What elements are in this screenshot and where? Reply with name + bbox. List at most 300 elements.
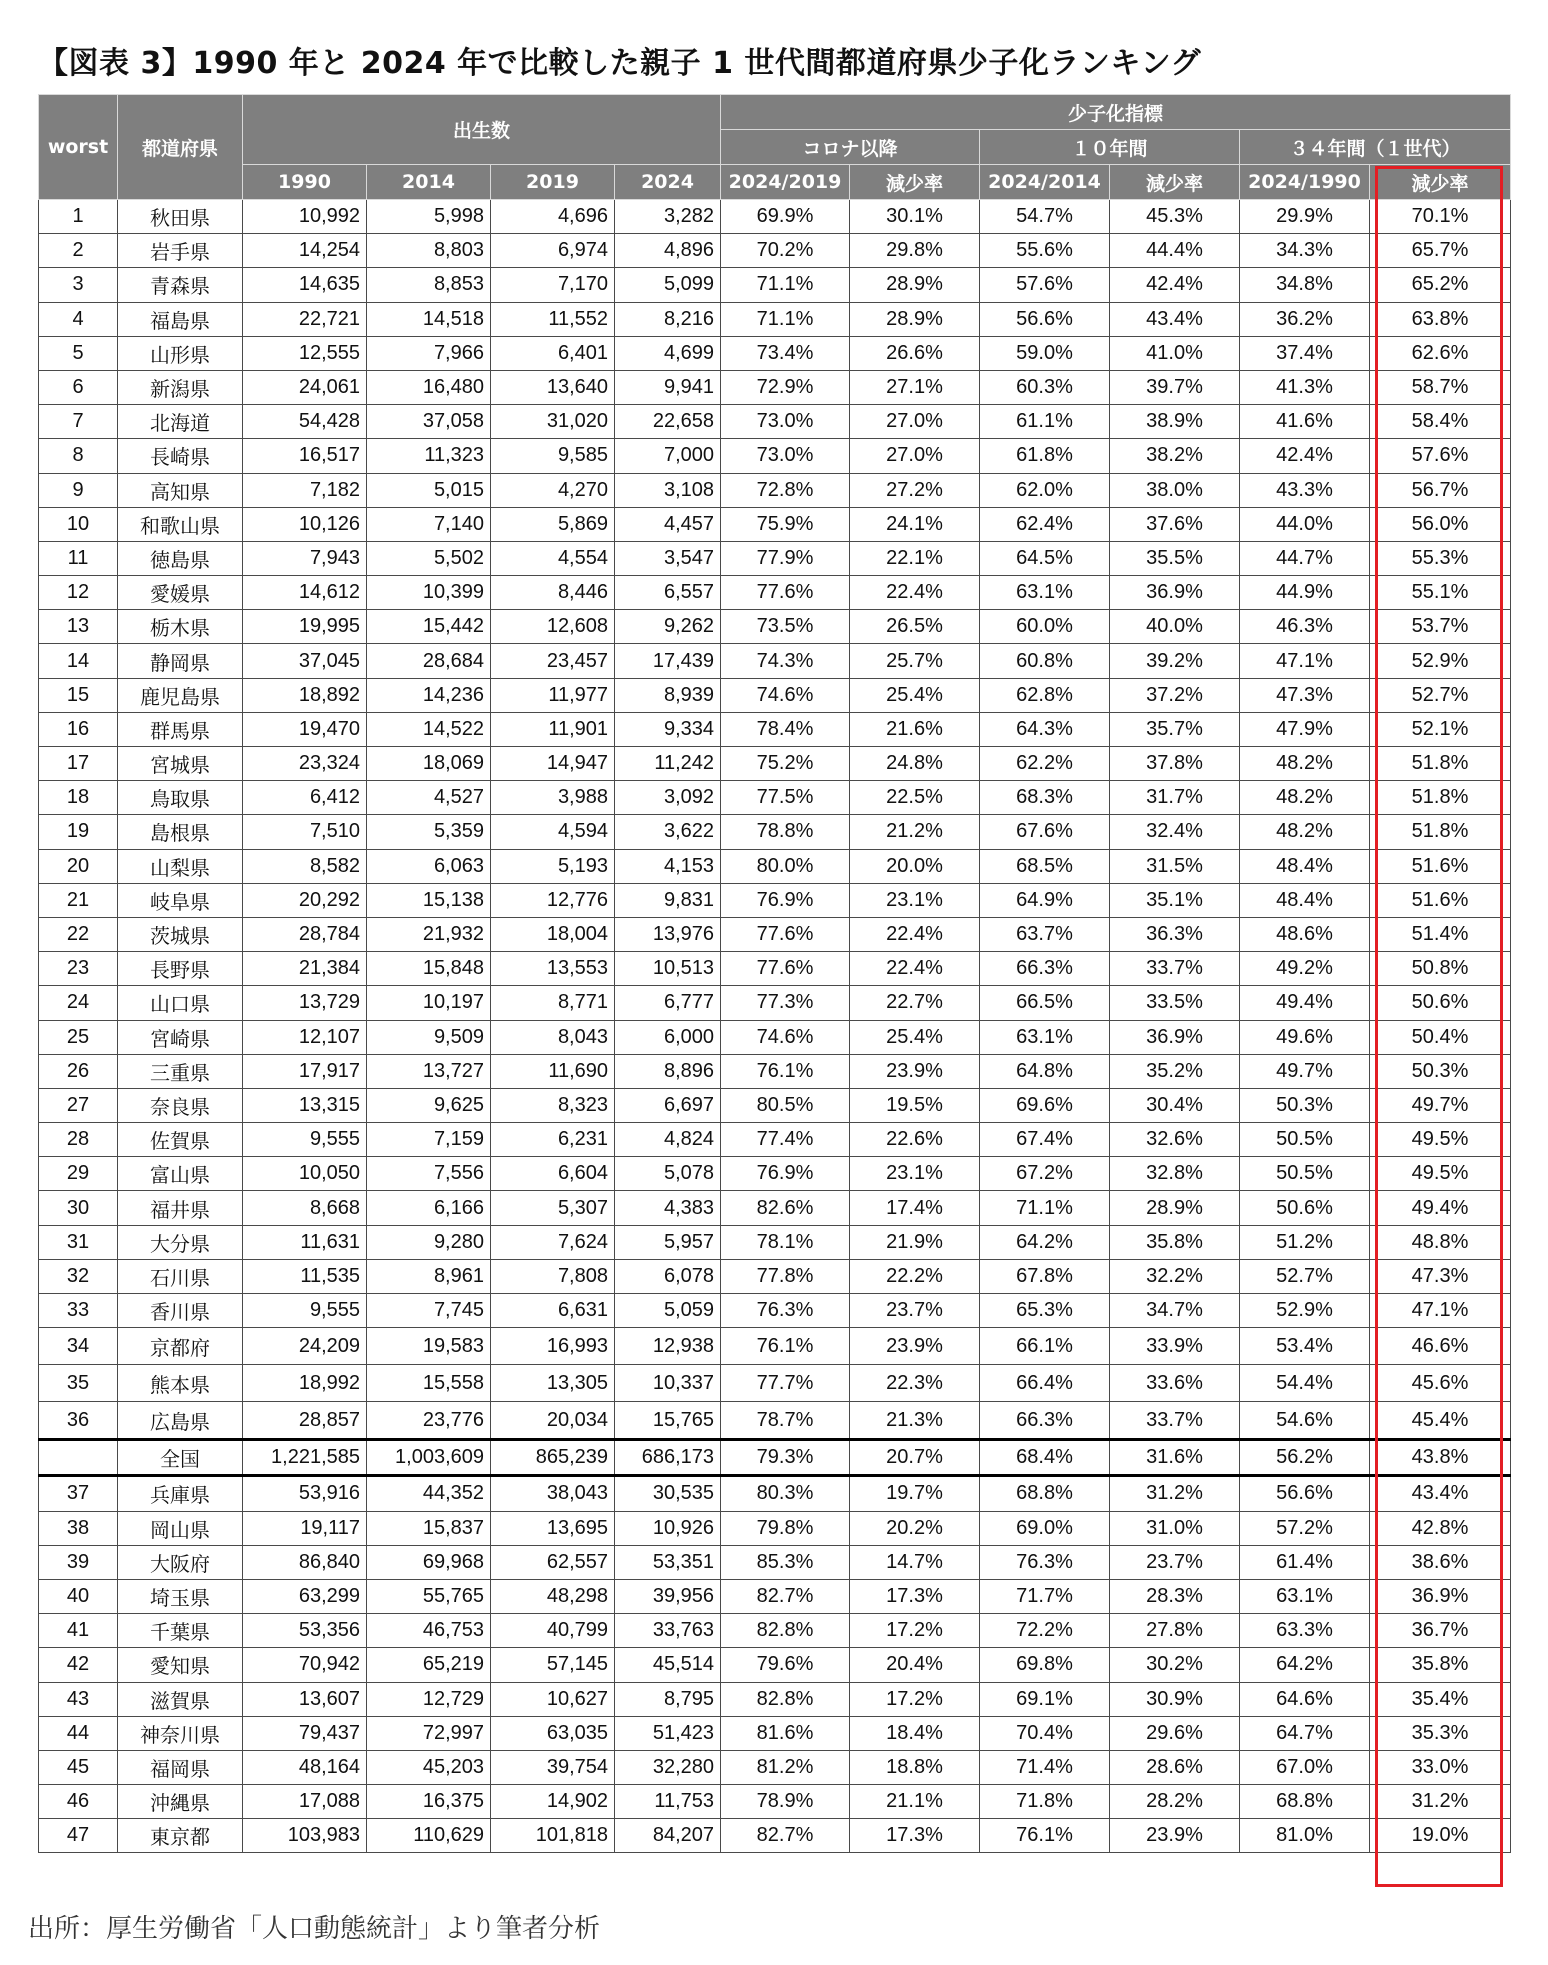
prefecture-cell: 東京都 — [118, 1819, 243, 1853]
value-cell: 28,684 — [367, 644, 491, 678]
table-row — [39, 268, 1511, 302]
prefecture-cell: 福岡県 — [118, 1750, 243, 1784]
rank-cell: 19 — [39, 815, 118, 849]
value-cell: 16,517 — [243, 439, 367, 473]
value-cell: 10,337 — [615, 1365, 721, 1402]
value-cell: 45.3% — [1110, 200, 1240, 234]
value-cell: 22.5% — [850, 781, 980, 815]
value-cell: 13,727 — [367, 1054, 491, 1088]
value-cell: 15,138 — [367, 883, 491, 917]
value-cell: 70,942 — [243, 1648, 367, 1682]
value-cell: 13,305 — [491, 1365, 615, 1402]
value-cell: 63,299 — [243, 1579, 367, 1613]
value-cell: 62.0% — [980, 473, 1110, 507]
value-cell: 23,457 — [491, 644, 615, 678]
value-cell: 35.8% — [1110, 1225, 1240, 1259]
value-cell: 19.5% — [850, 1088, 980, 1122]
rank-cell: 12 — [39, 576, 118, 610]
value-cell: 62.6% — [1370, 336, 1511, 370]
value-cell: 50.4% — [1370, 1020, 1511, 1054]
value-cell: 22.6% — [850, 1123, 980, 1157]
value-cell: 110,629 — [367, 1819, 491, 1853]
prefecture-cell: 静岡県 — [118, 644, 243, 678]
value-cell: 31,020 — [491, 405, 615, 439]
value-cell: 68.5% — [980, 849, 1110, 883]
value-cell: 71.8% — [980, 1785, 1110, 1819]
rank-cell: 17 — [39, 747, 118, 781]
value-cell: 37.4% — [1240, 336, 1370, 370]
value-cell: 52.7% — [1240, 1259, 1370, 1293]
value-cell: 73.0% — [721, 439, 850, 473]
value-cell: 37,045 — [243, 644, 367, 678]
table-row — [39, 439, 1511, 473]
value-cell: 76.3% — [721, 1294, 850, 1328]
rank-cell: 9 — [39, 473, 118, 507]
prefecture-cell: 奈良県 — [118, 1088, 243, 1122]
column-header: 2014 — [367, 165, 491, 200]
value-cell: 77.7% — [721, 1365, 850, 1402]
value-cell: 54.6% — [1240, 1402, 1370, 1440]
value-cell: 44,352 — [367, 1476, 491, 1511]
value-cell: 4,699 — [615, 336, 721, 370]
value-cell: 53.7% — [1370, 610, 1511, 644]
header-indicator: 少子化指標 — [721, 95, 1511, 130]
value-cell: 13,640 — [491, 370, 615, 404]
column-header: 2024/2014 — [980, 165, 1110, 200]
value-cell: 8,939 — [615, 678, 721, 712]
value-cell: 36.9% — [1110, 576, 1240, 610]
value-cell: 16,993 — [491, 1328, 615, 1365]
prefecture-cell: 滋賀県 — [118, 1682, 243, 1716]
prefecture-cell: 福井県 — [118, 1191, 243, 1225]
prefecture-cell: 栃木県 — [118, 610, 243, 644]
value-cell: 4,594 — [491, 815, 615, 849]
value-cell: 6,777 — [615, 986, 721, 1020]
value-cell: 23,776 — [367, 1402, 491, 1440]
value-cell: 11,631 — [243, 1225, 367, 1259]
prefecture-cell: 大阪府 — [118, 1545, 243, 1579]
value-cell: 14,612 — [243, 576, 367, 610]
table-row — [39, 1088, 1511, 1122]
value-cell: 15,837 — [367, 1511, 491, 1545]
value-cell: 32.6% — [1110, 1123, 1240, 1157]
table-row — [39, 1682, 1511, 1716]
table-row — [39, 644, 1511, 678]
value-cell: 9,585 — [491, 439, 615, 473]
value-cell: 69.9% — [721, 200, 850, 234]
value-cell: 37,058 — [367, 405, 491, 439]
value-cell: 21.9% — [850, 1225, 980, 1259]
column-header: 2024 — [615, 165, 721, 200]
rank-cell: 23 — [39, 952, 118, 986]
value-cell: 30.4% — [1110, 1088, 1240, 1122]
value-cell: 76.1% — [721, 1328, 850, 1365]
value-cell: 11,690 — [491, 1054, 615, 1088]
value-cell: 67.0% — [1240, 1750, 1370, 1784]
value-cell: 75.9% — [721, 507, 850, 541]
value-cell: 52.1% — [1370, 712, 1511, 746]
value-cell: 34.8% — [1240, 268, 1370, 302]
value-cell: 1,221,585 — [243, 1440, 367, 1476]
rank-cell: 2 — [39, 234, 118, 268]
value-cell: 34.3% — [1240, 234, 1370, 268]
value-cell: 81.2% — [721, 1750, 850, 1784]
value-cell: 22.4% — [850, 917, 980, 951]
value-cell: 7,808 — [491, 1259, 615, 1293]
value-cell: 5,869 — [491, 507, 615, 541]
value-cell: 41.3% — [1240, 370, 1370, 404]
header-ten-years: １０年間 — [980, 130, 1240, 165]
value-cell: 8,582 — [243, 849, 367, 883]
value-cell: 67.8% — [980, 1259, 1110, 1293]
value-cell: 42.4% — [1110, 268, 1240, 302]
value-cell: 66.1% — [980, 1328, 1110, 1365]
value-cell: 67.4% — [980, 1123, 1110, 1157]
prefecture-cell: 青森県 — [118, 268, 243, 302]
value-cell: 71.7% — [980, 1579, 1110, 1613]
value-cell: 77.3% — [721, 986, 850, 1020]
value-cell: 39.2% — [1110, 644, 1240, 678]
value-cell: 68.8% — [1240, 1785, 1370, 1819]
value-cell: 79.8% — [721, 1511, 850, 1545]
value-cell: 63.1% — [980, 576, 1110, 610]
value-cell: 50.6% — [1240, 1191, 1370, 1225]
value-cell: 64.6% — [1240, 1682, 1370, 1716]
value-cell: 84,207 — [615, 1819, 721, 1853]
value-cell: 19,995 — [243, 610, 367, 644]
prefecture-cell: 全国 — [118, 1440, 243, 1476]
prefecture-cell: 石川県 — [118, 1259, 243, 1293]
value-cell: 44.9% — [1240, 576, 1370, 610]
value-cell: 7,624 — [491, 1225, 615, 1259]
prefecture-cell: 沖縄県 — [118, 1785, 243, 1819]
value-cell: 31.6% — [1110, 1440, 1240, 1476]
value-cell: 8,853 — [367, 268, 491, 302]
value-cell: 27.0% — [850, 405, 980, 439]
value-cell: 5,957 — [615, 1225, 721, 1259]
value-cell: 13,315 — [243, 1088, 367, 1122]
value-cell: 4,270 — [491, 473, 615, 507]
value-cell: 7,943 — [243, 541, 367, 575]
value-cell: 3,547 — [615, 541, 721, 575]
table-row — [39, 1648, 1511, 1682]
value-cell: 62.2% — [980, 747, 1110, 781]
value-cell: 78.7% — [721, 1402, 850, 1440]
value-cell: 8,216 — [615, 302, 721, 336]
value-cell: 74.3% — [721, 644, 850, 678]
value-cell: 20.0% — [850, 849, 980, 883]
value-cell: 28.3% — [1110, 1579, 1240, 1613]
value-cell: 22,658 — [615, 405, 721, 439]
value-cell: 66.4% — [980, 1365, 1110, 1402]
value-cell: 28.9% — [850, 268, 980, 302]
ranking-table — [38, 94, 1511, 1853]
value-cell: 56.2% — [1240, 1440, 1370, 1476]
value-cell: 16,480 — [367, 370, 491, 404]
value-cell: 51.6% — [1370, 849, 1511, 883]
value-cell: 64.9% — [980, 883, 1110, 917]
value-cell: 10,926 — [615, 1511, 721, 1545]
value-cell: 6,401 — [491, 336, 615, 370]
value-cell: 75.2% — [721, 747, 850, 781]
value-cell: 28,784 — [243, 917, 367, 951]
value-cell: 11,977 — [491, 678, 615, 712]
value-cell: 12,107 — [243, 1020, 367, 1054]
value-cell: 64.2% — [980, 1225, 1110, 1259]
rank-cell: 38 — [39, 1511, 118, 1545]
value-cell: 65.7% — [1370, 234, 1511, 268]
table-row — [39, 1819, 1511, 1853]
rank-cell: 42 — [39, 1648, 118, 1682]
value-cell: 6,631 — [491, 1294, 615, 1328]
value-cell: 29.6% — [1110, 1716, 1240, 1750]
value-cell: 82.8% — [721, 1614, 850, 1648]
rank-cell: 45 — [39, 1750, 118, 1784]
value-cell: 8,961 — [367, 1259, 491, 1293]
value-cell: 72.2% — [980, 1614, 1110, 1648]
value-cell: 11,552 — [491, 302, 615, 336]
value-cell: 42.8% — [1370, 1511, 1511, 1545]
table-row — [39, 849, 1511, 883]
value-cell: 6,974 — [491, 234, 615, 268]
rank-cell: 3 — [39, 268, 118, 302]
value-cell: 33.9% — [1110, 1328, 1240, 1365]
value-cell: 31.0% — [1110, 1511, 1240, 1545]
value-cell: 43.8% — [1370, 1440, 1511, 1476]
table-row — [39, 200, 1511, 234]
value-cell: 73.5% — [721, 610, 850, 644]
value-cell: 78.8% — [721, 815, 850, 849]
table-row — [39, 302, 1511, 336]
value-cell: 36.7% — [1370, 1614, 1511, 1648]
value-cell: 67.2% — [980, 1157, 1110, 1191]
prefecture-cell: 香川県 — [118, 1294, 243, 1328]
table-row — [39, 1259, 1511, 1293]
value-cell: 79,437 — [243, 1716, 367, 1750]
value-cell: 22.1% — [850, 541, 980, 575]
value-cell: 14,254 — [243, 234, 367, 268]
value-cell: 39,754 — [491, 1750, 615, 1784]
prefecture-cell: 広島県 — [118, 1402, 243, 1440]
table-row — [39, 1716, 1511, 1750]
value-cell: 23,324 — [243, 747, 367, 781]
value-cell: 32.4% — [1110, 815, 1240, 849]
value-cell: 30.9% — [1110, 1682, 1240, 1716]
value-cell: 37.2% — [1110, 678, 1240, 712]
value-cell: 25.7% — [850, 644, 980, 678]
rank-cell: 40 — [39, 1579, 118, 1613]
value-cell: 61.8% — [980, 439, 1110, 473]
value-cell: 72.8% — [721, 473, 850, 507]
value-cell: 21.1% — [850, 1785, 980, 1819]
value-cell: 38.0% — [1110, 473, 1240, 507]
value-cell: 37.6% — [1110, 507, 1240, 541]
column-header: 2024/1990 — [1240, 165, 1370, 200]
rank-cell: 35 — [39, 1365, 118, 1402]
value-cell: 17,917 — [243, 1054, 367, 1088]
value-cell: 69.1% — [980, 1682, 1110, 1716]
value-cell: 17,088 — [243, 1785, 367, 1819]
value-cell: 12,938 — [615, 1328, 721, 1365]
column-header: 減少率 — [1370, 165, 1511, 200]
table-row — [39, 678, 1511, 712]
value-cell: 60.0% — [980, 610, 1110, 644]
value-cell: 5,193 — [491, 849, 615, 883]
value-cell: 14,635 — [243, 268, 367, 302]
value-cell: 3,622 — [615, 815, 721, 849]
value-cell: 12,776 — [491, 883, 615, 917]
value-cell: 68.4% — [980, 1440, 1110, 1476]
value-cell: 20,034 — [491, 1402, 615, 1440]
value-cell: 56.0% — [1370, 507, 1511, 541]
value-cell: 48,298 — [491, 1579, 615, 1613]
value-cell: 76.3% — [980, 1545, 1110, 1579]
value-cell: 14,902 — [491, 1785, 615, 1819]
value-cell: 6,231 — [491, 1123, 615, 1157]
table-row — [39, 986, 1511, 1020]
value-cell: 9,555 — [243, 1123, 367, 1157]
table-row — [39, 1476, 1511, 1511]
value-cell: 48.4% — [1240, 849, 1370, 883]
value-cell: 51.8% — [1370, 747, 1511, 781]
value-cell: 8,323 — [491, 1088, 615, 1122]
rank-cell: 21 — [39, 883, 118, 917]
value-cell: 20.2% — [850, 1511, 980, 1545]
value-cell: 7,000 — [615, 439, 721, 473]
value-cell: 28.2% — [1110, 1785, 1240, 1819]
value-cell: 64.5% — [980, 541, 1110, 575]
rank-cell: 29 — [39, 1157, 118, 1191]
value-cell: 4,824 — [615, 1123, 721, 1157]
value-cell: 9,509 — [367, 1020, 491, 1054]
value-cell: 18,004 — [491, 917, 615, 951]
value-cell: 36.3% — [1110, 917, 1240, 951]
value-cell: 47.1% — [1370, 1294, 1511, 1328]
prefecture-cell: 長野県 — [118, 952, 243, 986]
value-cell: 9,625 — [367, 1088, 491, 1122]
value-cell: 38.2% — [1110, 439, 1240, 473]
value-cell: 46.3% — [1240, 610, 1370, 644]
value-cell: 10,126 — [243, 507, 367, 541]
value-cell: 49.4% — [1240, 986, 1370, 1020]
value-cell: 80.5% — [721, 1088, 850, 1122]
prefecture-cell: 山梨県 — [118, 849, 243, 883]
value-cell: 45,203 — [367, 1750, 491, 1784]
table-row — [39, 1020, 1511, 1054]
value-cell: 73.4% — [721, 336, 850, 370]
value-cell: 21.2% — [850, 815, 980, 849]
value-cell: 11,242 — [615, 747, 721, 781]
value-cell: 31.2% — [1110, 1476, 1240, 1511]
value-cell: 38,043 — [491, 1476, 615, 1511]
rank-cell: 7 — [39, 405, 118, 439]
value-cell: 21,384 — [243, 952, 367, 986]
prefecture-cell: 福島県 — [118, 302, 243, 336]
value-cell: 69.6% — [980, 1088, 1110, 1122]
prefecture-cell: 兵庫県 — [118, 1476, 243, 1511]
table-row — [39, 952, 1511, 986]
value-cell: 44.0% — [1240, 507, 1370, 541]
value-cell: 49.7% — [1240, 1054, 1370, 1088]
table-row — [39, 1225, 1511, 1259]
value-cell: 18,892 — [243, 678, 367, 712]
table-row — [39, 234, 1511, 268]
value-cell: 865,239 — [491, 1440, 615, 1476]
rank-cell: 26 — [39, 1054, 118, 1088]
table-row — [39, 1545, 1511, 1579]
rank-cell: 18 — [39, 781, 118, 815]
table-row — [39, 883, 1511, 917]
table-row — [39, 1785, 1511, 1819]
value-cell: 6,604 — [491, 1157, 615, 1191]
column-header: 1990 — [243, 165, 367, 200]
value-cell: 53,351 — [615, 1545, 721, 1579]
value-cell: 48.4% — [1240, 883, 1370, 917]
value-cell: 5,059 — [615, 1294, 721, 1328]
value-cell: 53,356 — [243, 1614, 367, 1648]
value-cell: 23.1% — [850, 883, 980, 917]
value-cell: 27.8% — [1110, 1614, 1240, 1648]
header-corona: コロナ以降 — [721, 130, 980, 165]
prefecture-cell: 宮城県 — [118, 747, 243, 781]
column-header: 減少率 — [1110, 165, 1240, 200]
value-cell: 49.5% — [1370, 1157, 1511, 1191]
value-cell: 29.9% — [1240, 200, 1370, 234]
prefecture-cell: 大分県 — [118, 1225, 243, 1259]
table-row — [39, 576, 1511, 610]
column-header: 2024/2019 — [721, 165, 850, 200]
prefecture-cell: 徳島県 — [118, 541, 243, 575]
table-row — [39, 712, 1511, 746]
value-cell: 31.2% — [1370, 1785, 1511, 1819]
value-cell: 7,159 — [367, 1123, 491, 1157]
value-cell: 28.6% — [1110, 1750, 1240, 1784]
value-cell: 18,992 — [243, 1365, 367, 1402]
prefecture-cell: 三重県 — [118, 1054, 243, 1088]
value-cell: 69.0% — [980, 1511, 1110, 1545]
value-cell: 25.4% — [850, 678, 980, 712]
table-row — [39, 405, 1511, 439]
value-cell: 11,323 — [367, 439, 491, 473]
rank-cell: 1 — [39, 200, 118, 234]
value-cell: 27.0% — [850, 439, 980, 473]
value-cell: 50.3% — [1240, 1088, 1370, 1122]
value-cell: 17.2% — [850, 1614, 980, 1648]
value-cell: 6,412 — [243, 781, 367, 815]
value-cell: 22.2% — [850, 1259, 980, 1293]
value-cell: 44.7% — [1240, 541, 1370, 575]
value-cell: 63.1% — [980, 1020, 1110, 1054]
value-cell: 16,375 — [367, 1785, 491, 1819]
value-cell: 39,956 — [615, 1579, 721, 1613]
rank-cell: 43 — [39, 1682, 118, 1716]
value-cell: 13,695 — [491, 1511, 615, 1545]
value-cell: 81.6% — [721, 1716, 850, 1750]
value-cell: 51.8% — [1370, 781, 1511, 815]
value-cell: 21.3% — [850, 1402, 980, 1440]
value-cell: 9,280 — [367, 1225, 491, 1259]
rank-cell: 46 — [39, 1785, 118, 1819]
value-cell: 4,696 — [491, 200, 615, 234]
value-cell: 4,153 — [615, 849, 721, 883]
rank-cell: 8 — [39, 439, 118, 473]
value-cell: 43.4% — [1110, 302, 1240, 336]
value-cell: 71.4% — [980, 1750, 1110, 1784]
value-cell: 23.9% — [850, 1328, 980, 1365]
value-cell: 15,558 — [367, 1365, 491, 1402]
value-cell: 47.1% — [1240, 644, 1370, 678]
value-cell: 19,117 — [243, 1511, 367, 1545]
